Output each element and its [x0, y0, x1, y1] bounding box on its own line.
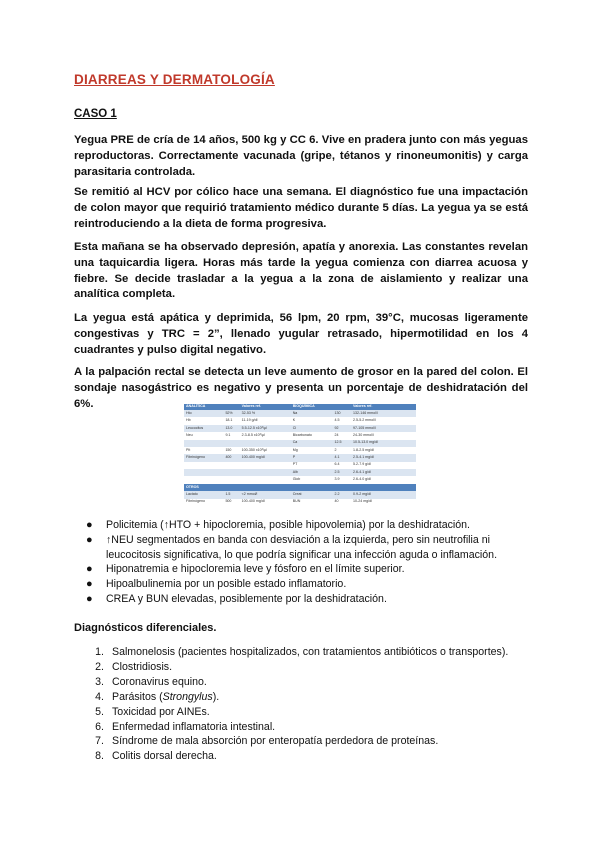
table-cell: 2.2: [332, 491, 351, 498]
table-cell: 6.4: [332, 462, 351, 469]
case-heading: CASO 1: [74, 108, 117, 120]
table-cell: Mg: [291, 447, 333, 454]
bullet-icon: ●: [86, 519, 93, 531]
table-cell: 3.9: [332, 476, 351, 483]
table-cell: 52%: [223, 410, 239, 417]
table-cell: 12.5: [332, 440, 351, 447]
table-cell: [240, 462, 291, 469]
finding-item: ● Hipoalbulinemia por un posible estado inflamatorio.: [86, 578, 347, 591]
bullet-icon: ●: [86, 533, 93, 546]
table-cell: 100-400 mg/dl: [240, 499, 291, 507]
table-cell: Na: [291, 410, 333, 417]
table-cell: 100-350 x10³/µl: [240, 447, 291, 454]
table-cell: [240, 440, 291, 447]
table-row: [184, 410, 416, 417]
table-cell: 24-30 mmol/l: [351, 432, 416, 439]
table-row: [184, 425, 416, 432]
table-cell: 97-105 mmol/l: [351, 425, 416, 432]
table-cell: Valores ref.: [351, 404, 416, 410]
table-cell: [223, 476, 239, 483]
table-cell: 130: [332, 410, 351, 417]
table-group-row: [184, 484, 416, 491]
findings-list: [84, 518, 544, 607]
finding-item: ● ↑NEU segmentados en banda con desviación a la izquierda, pero sin neutrofilia ni leucocitosis significativa, lo que podría significar una infección aguda o inflamación.: [86, 533, 498, 561]
table-row: [184, 476, 416, 483]
table-cell: 32-53 %: [240, 410, 291, 417]
table-cell: [184, 476, 223, 483]
table-row: [184, 440, 416, 447]
table-cell: [240, 469, 291, 476]
differentials-heading: Diagnósticos diferenciales.: [74, 622, 217, 634]
table-row: [184, 499, 416, 507]
table-cell: 1.5: [223, 491, 239, 498]
table-cell: K: [291, 417, 333, 424]
table-cell: Neu: [184, 432, 223, 439]
differential-item: 5. Toxicidad por AINEs.: [95, 705, 210, 718]
table-cell: 10.5-13.0 mg/dl: [351, 440, 416, 447]
table-cell: Hto: [184, 410, 223, 417]
paragraph-history: Se remitió al HCV por cólico hace una semana. El diagnóstico fue una impactación de colon mayor que requirió tratamiento médico durante 5 días. La yegua ya se está reintroduciendo a la dieta de forma progresiva.: [74, 186, 528, 230]
table-cell: 400: [223, 454, 239, 461]
table-cell: Plt: [184, 447, 223, 454]
table-cell: 100-400 mg/dl: [240, 454, 291, 461]
table-cell: <2 mmol/l: [240, 491, 291, 498]
table-cell: Lactato: [184, 491, 223, 498]
paragraph-exam: La yegua está apática y deprimida, 56 lpm, 20 rpm, 39°C, mucosas ligeramente congestivas y TRC = 2”, llenado yugular retrasado, hipermotilidad en los 4 cuadrantes y pulso digital negativo.: [74, 312, 528, 356]
table-cell: 1.8-2.5 mg/dl: [351, 447, 416, 454]
paragraph-rectal: A la palpación rectal se detecta un leve aumento de grosor en la pared del colon. El sondaje nasogástrico es negativo y presenta un porcentaje de deshidratación del 6%.: [74, 366, 528, 410]
table-cell: [223, 440, 239, 447]
table-cell: 2.6-4.1 g/dl: [351, 469, 416, 476]
table-cell: [184, 440, 223, 447]
bullet-icon: ●: [86, 563, 93, 576]
table-row: [184, 432, 416, 439]
finding-item: ● Policitemia (↑HTO + hipocloremia, posible hipovolemia) por la deshidratación.: [86, 519, 470, 531]
differential-item: 1. Salmonelosis (pacientes hospitalizados, con tratamientos antibióticos o transportes).: [95, 646, 509, 658]
table-cell: 24: [332, 432, 351, 439]
table-cell: 2: [332, 447, 351, 454]
finding-item: ● Hiponatremia e hipocloremia leve y fósforo en el límite superior.: [86, 563, 405, 576]
differentials-list: [84, 645, 544, 764]
differential-item: 4. Parásitos (Strongylus).: [95, 690, 220, 703]
differential-item: 3. Coronavirus equino.: [95, 675, 207, 688]
table-cell: [240, 476, 291, 483]
differential-item: 2. Clostridiosis.: [95, 660, 173, 673]
table-cell: Fibrinógeno: [184, 499, 223, 507]
table-cell: 2.3-8.5 x10³/µl: [240, 432, 291, 439]
table-group-label: OTROS: [184, 484, 416, 491]
differential-item: 6. Enfermedad inflamatoria intestinal.: [95, 720, 276, 733]
table-row: [184, 491, 416, 498]
table-cell: 92: [332, 425, 351, 432]
table-cell: 13.0: [223, 425, 239, 432]
differential-item: 8. Colitis dorsal derecha.: [95, 750, 217, 763]
table-cell: BUN: [291, 499, 333, 507]
table-cell: Alb: [291, 469, 333, 476]
table-cell: Ca: [291, 440, 333, 447]
differential-item: 7. Síndrome de mala absorción por enteropatía perdedora de proteínas.: [95, 735, 439, 748]
table-cell: 500: [223, 499, 239, 507]
table-cell: 40: [332, 499, 351, 507]
table-cell: 150: [223, 447, 239, 454]
table-cell: 2.5-5.2 mmol/l: [351, 417, 416, 424]
table-cell: [223, 462, 239, 469]
table-cell: 5.2-7.9 g/dl: [351, 462, 416, 469]
table-row: [184, 417, 416, 424]
table-cell: Hb: [184, 417, 223, 424]
table-cell: [184, 462, 223, 469]
table-cell: 10-24 mg/dl: [351, 499, 416, 507]
lab-results-table: [184, 404, 416, 506]
table-cell: 5.5-12.5 x10³/µl: [240, 425, 291, 432]
finding-item: ● CREA y BUN elevadas, posiblemente por la deshidratación.: [86, 592, 387, 605]
table-cell: Leucocitos: [184, 425, 223, 432]
table-cell: PT: [291, 462, 333, 469]
table-row: [184, 469, 416, 476]
table-cell: 2.5: [332, 469, 351, 476]
table-cell: 132-146 mmol/l: [351, 410, 416, 417]
bullet-icon: ●: [86, 592, 93, 605]
table-cell: 11-19 g/dl: [240, 417, 291, 424]
table-row: [184, 462, 416, 469]
table-cell: Valores ref.: [240, 404, 291, 410]
table-cell: 4.1: [332, 454, 351, 461]
table-cell: 9.1: [223, 432, 239, 439]
table-cell: ANALÍTICA: [184, 404, 223, 410]
table-cell: 4.5: [332, 417, 351, 424]
table-cell: 18.1: [223, 417, 239, 424]
table-cell: Glob: [291, 476, 333, 483]
table-cell: 0.9-2 mg/dl: [351, 491, 416, 498]
paragraph-patient: Yegua PRE de cría de 14 años, 500 kg y CC 6. Vive en pradera junto con más yeguas reproductoras. Correctamente vacunada (gripe, tétanos y rinoneumonitis) y carga parasitaria controlada.: [74, 134, 528, 178]
table-cell: [184, 469, 223, 476]
table-cell: Fibrinógeno: [184, 454, 223, 461]
document-title: DIARREAS Y DERMATOLOGÍA: [74, 72, 275, 87]
table-cell: [223, 469, 239, 476]
table-cell: Creat: [291, 491, 333, 498]
table-cell: 2.5-4.1 mg/dl: [351, 454, 416, 461]
paragraph-symptoms: Esta mañana se ha observado depresión, apatía y anorexia. Las constantes revelan una taquicardia ligera. Horas más tarde la yegua comienza con diarrea acuosa y fiebre. Se decide trasladar a la yegua a la zona de aislamiento y realizar una analítica completa.: [74, 241, 528, 301]
table-cell: P: [291, 454, 333, 461]
table-cell: Cl: [291, 425, 333, 432]
table-row: [184, 447, 416, 454]
table-cell: Bicarbonato: [291, 432, 333, 439]
bullet-icon: ●: [86, 578, 93, 591]
table-cell: BIOQUÍMICA: [291, 404, 333, 410]
table-row: [184, 454, 416, 461]
table-cell: 2.6-4.0 g/dl: [351, 476, 416, 483]
